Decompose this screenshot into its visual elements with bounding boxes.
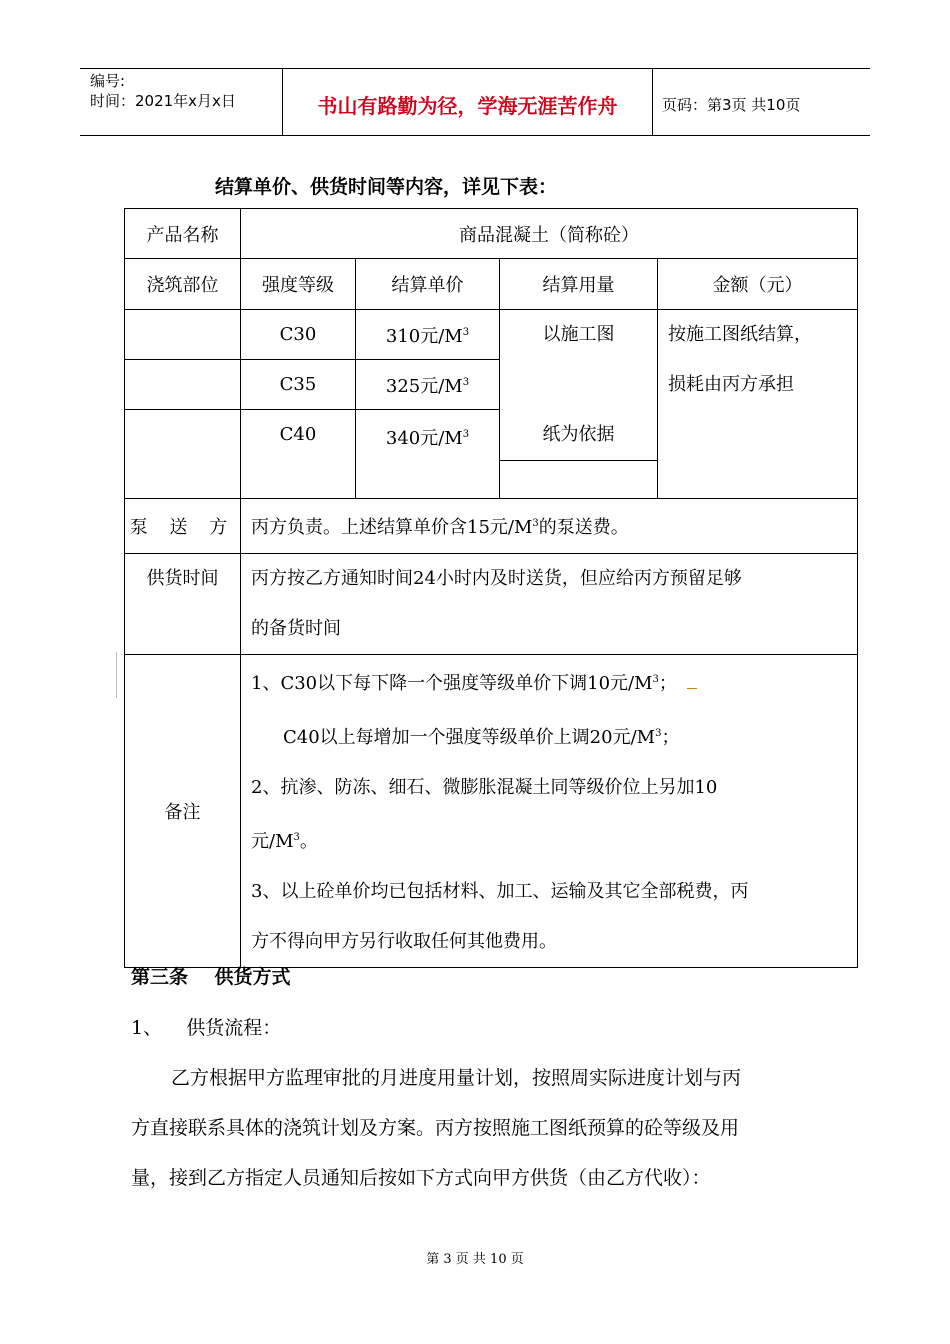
section-para-line2: 方直接联系具体的浇筑计划及方案。丙方按照施工图纸预算的砼等级及用 bbox=[131, 1117, 740, 1139]
page-footer: 第 3 页 共 10 页 bbox=[426, 1252, 524, 1267]
remark-1 bbox=[241, 655, 857, 709]
product-row bbox=[125, 209, 858, 259]
col-header-usage: 结算用量 bbox=[500, 259, 658, 310]
header-top-rule bbox=[80, 68, 870, 69]
col-header-grade: 强度等级 bbox=[241, 259, 356, 310]
remark-2a: 2、抗渗、防冻、细石、微膨胀混凝土同等级价位上另加10 bbox=[251, 777, 718, 798]
product-label: 产品名称 bbox=[125, 209, 241, 259]
remark-1b bbox=[241, 709, 857, 763]
header-divider-right bbox=[652, 68, 653, 135]
usage-cell bbox=[500, 310, 658, 461]
usage-line2: 纸为依据 bbox=[542, 424, 615, 445]
remark-1b-text: C40以上每增加一个强度等级单价上调20元/M bbox=[283, 727, 656, 748]
amount-line2: 损耗由丙方承担 bbox=[668, 374, 794, 395]
header-bottom-rule bbox=[80, 135, 870, 136]
supply-label: 供货时间 bbox=[125, 554, 241, 655]
header-page: 页码：第3页 共10页 bbox=[662, 96, 801, 114]
supply-line2: 的备货时间 bbox=[251, 618, 341, 639]
price-value: 310元/M bbox=[385, 325, 463, 347]
header-motto: 书山有路勤为径，学海无涯苦作舟 bbox=[317, 94, 618, 118]
section-para-line3: 量，接到乙方指定人员通知后按如下方式向甲方供货（由乙方代收）： bbox=[131, 1167, 711, 1189]
amount-line1: 按施工图纸结算， bbox=[668, 324, 812, 345]
grade-cell: C40 bbox=[241, 410, 356, 499]
remark-2b-exponent: 3 bbox=[293, 832, 300, 843]
remark-2b-period: 。 bbox=[299, 831, 318, 852]
section-para-line1: 乙方根据甲方监理审批的月进度用量计划，按照周实际进度计划与丙 bbox=[171, 1067, 742, 1089]
section-title: 第三条 供货方式 bbox=[131, 966, 291, 988]
edit-mark bbox=[687, 674, 697, 689]
pump-text bbox=[241, 499, 858, 554]
remarks-row bbox=[125, 655, 858, 968]
price-value: 340元/M bbox=[385, 428, 463, 449]
usage-line1: 以施工图 bbox=[542, 324, 615, 345]
remark-2b-text: 元/M bbox=[251, 831, 294, 852]
part-cell bbox=[125, 360, 241, 410]
remarks-text bbox=[241, 655, 858, 968]
price-table bbox=[124, 208, 858, 968]
section-item-1: 1、 供货流程： bbox=[131, 1017, 282, 1039]
price-cell bbox=[356, 310, 500, 360]
price-cell bbox=[356, 410, 500, 499]
supply-row bbox=[125, 554, 858, 655]
supply-text bbox=[241, 554, 858, 655]
remark-1-text: 1、C30以下每下降一个强度等级单价下调10元/M bbox=[251, 673, 653, 694]
intro-text: 结算单价、供货时间等内容，详见下表： bbox=[215, 176, 558, 198]
price-exponent: 3 bbox=[462, 429, 470, 440]
table-row bbox=[125, 310, 858, 360]
remark-3a: 3、以上砼单价均已包括材料、加工、运输及其它全部税费，丙 bbox=[251, 881, 749, 902]
pump-row bbox=[125, 499, 858, 554]
remark-2b bbox=[241, 813, 857, 867]
header-number: 编号: bbox=[90, 72, 126, 90]
col-header-amount: 金额（元） bbox=[658, 259, 858, 310]
pump-label bbox=[125, 499, 241, 554]
remark-3b: 方不得向甲方另行收取任何其他费用。 bbox=[251, 931, 557, 952]
part-cell bbox=[125, 310, 241, 360]
supply-line1: 丙方按乙方通知时间24小时内及时送货，但应给丙方预留足够 bbox=[251, 568, 742, 589]
price-exponent: 3 bbox=[462, 376, 470, 388]
usage-cell-empty bbox=[500, 461, 658, 499]
pump-exponent: 3 bbox=[532, 518, 539, 529]
col-header-part: 浇筑部位 bbox=[125, 259, 241, 310]
part-cell bbox=[125, 410, 241, 499]
remark-1-semicolon: ； bbox=[658, 673, 677, 694]
price-exponent: 3 bbox=[462, 326, 470, 338]
header-row bbox=[125, 259, 858, 310]
col-header-price: 结算单价 bbox=[356, 259, 500, 310]
pump-label-text: 泵 送 方 bbox=[129, 517, 236, 538]
price-cell bbox=[356, 360, 500, 410]
remark-1b-semicolon: ； bbox=[661, 727, 680, 748]
price-value: 325元/M bbox=[385, 375, 463, 397]
grade-cell: C35 bbox=[241, 360, 356, 410]
remark-1b-exponent: 3 bbox=[655, 728, 662, 739]
grade-cell: C30 bbox=[241, 310, 356, 360]
product-value: 商品混凝土（简称砼） bbox=[241, 209, 858, 259]
pump-text-b: 的泵送费。 bbox=[538, 517, 629, 538]
amount-cell bbox=[658, 310, 858, 499]
remark-1-exponent: 3 bbox=[652, 674, 659, 685]
margin-mark bbox=[116, 652, 117, 698]
pump-text-a: 丙方负责。上述结算单价含15元/M bbox=[251, 517, 533, 538]
header-time: 时间：2021年x月x日 bbox=[90, 92, 236, 110]
remarks-label: 备注 bbox=[125, 655, 241, 968]
